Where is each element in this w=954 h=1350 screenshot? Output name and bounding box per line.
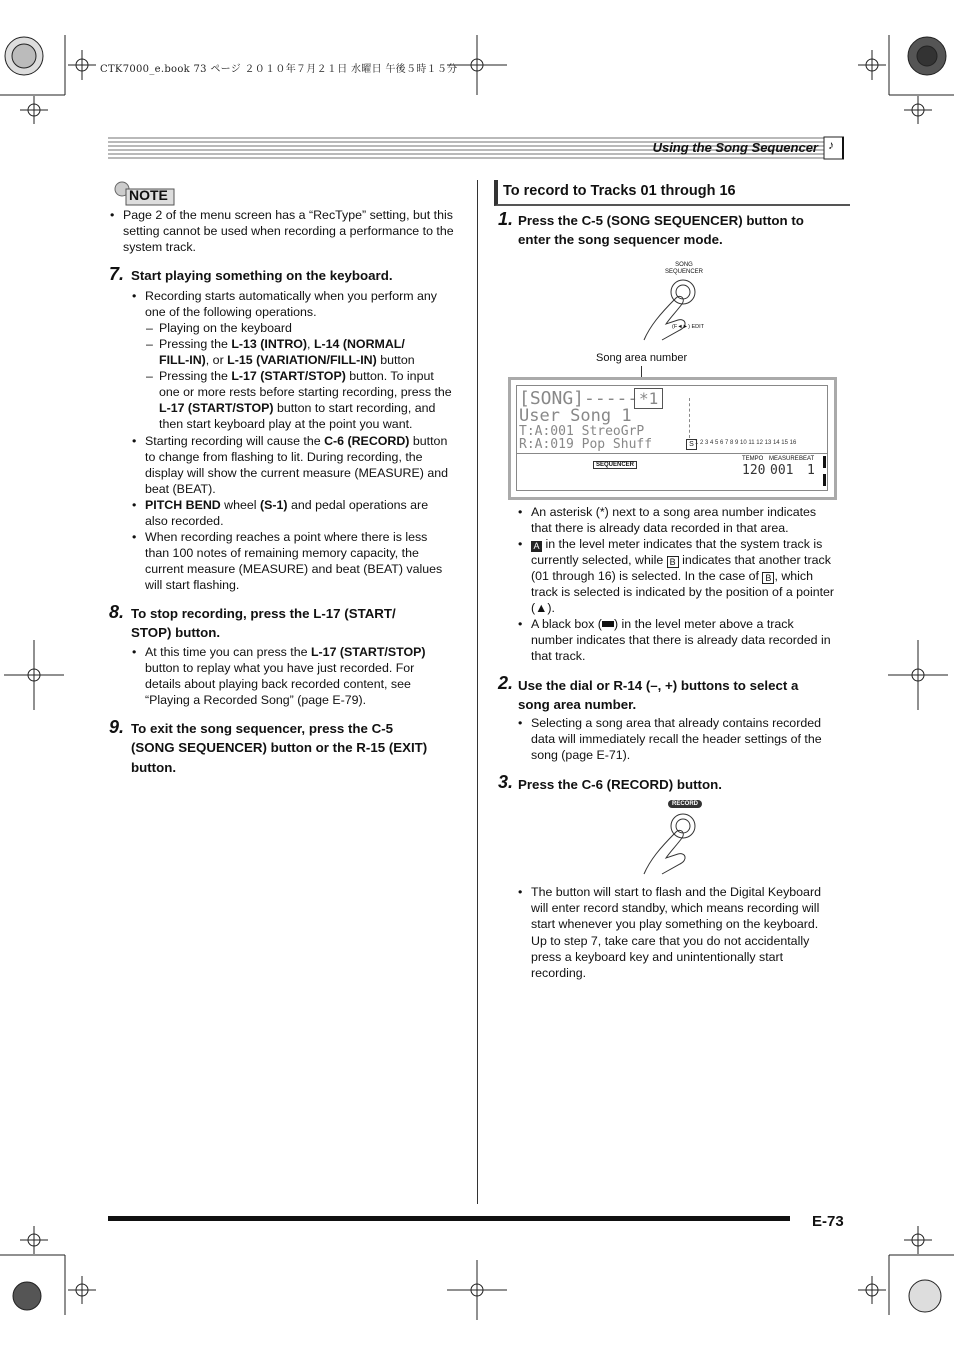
step1-bullet-3-line-2: number indicates that there is already data recorded in [531,633,831,647]
step7-dash-2-line-2: FILL-IN), or L-15 (VARIATION/FILL-IN) button [159,353,415,367]
tempo-value: 120 [742,463,766,478]
step3-bullet-line-5: press a keyboard key and unintentionally start [531,950,784,964]
step-8-title-line-2: STOP) button. [131,625,221,640]
step7-bullet-3-line-1: • PITCH BEND wheel (S-1) and pedal operations are [145,497,428,513]
step8-bullet-line-1: • At this time you can press the L-17 (START/STOP) [145,644,426,660]
lcd-display [508,377,837,500]
tempo-label: TEMPO [742,456,764,462]
track-b-icon: B [667,556,679,568]
step7-bullet-3-line-2: also recorded. [145,514,224,528]
lcd-line-2: User Song 1 [519,406,632,426]
record-button-label: RECORD [668,800,702,808]
track-b-icon: B [762,572,774,584]
song-sequencer-button-illustration [636,258,726,348]
step-2-title-line-2: song area number. [518,697,637,712]
step3-bullet-line-4: Up to step 7, take care that you do not accidentally [531,934,810,948]
button-label-sequencer: SEQUENCER [664,269,703,275]
step7-bullet-4-line-1: • When recording reaches a point where there is less [145,529,427,545]
record-button-illustration [636,800,726,880]
lcd-indicator-1 [823,456,826,468]
step3-bullet-line-2: will enter record standby, which means recording will [531,901,820,915]
step3-bullet-line-3: start whenever you play something on the keyboard. [531,917,819,931]
column-separator [477,180,478,1204]
step-9-title-line-3: button. [131,760,177,775]
step7-bullet-1-line-1: • Recording starts automatically when you perform any [145,288,437,304]
step2-bullet-line-2: data will immediately recall the header settings of the [531,732,822,746]
beat-value: 1 [807,463,815,478]
step1-bullet-1-line-1: • An asterisk (*) next to a song area number indicates [531,504,816,520]
step1-bullet-2-line-4: track is selected is indicated by the position of a pointer [531,585,835,599]
step-9-title-line-2: (SONG SEQUENCER) button or the R-15 (EXIT) [131,740,428,755]
system-track-indicator: S [686,439,697,450]
step8-bullet-line-4: “Playing a Recorded Song” (page E-79). [145,693,367,707]
print-header: CTK7000_e.book 73 ページ ２０１０年７月２１日 水曜日 午後５時１５分 [100,64,458,75]
step-7-title: Start playing something on the keyboard. [131,268,393,283]
step-1-title-line-2: enter the song sequencer mode. [518,232,723,247]
hand-press-record-icon [636,810,726,878]
note-glyph-icon: ♪ [828,138,834,152]
lcd-indicator-2 [823,474,826,486]
step1-bullet-3-line-3: that track. [531,649,586,663]
step-9-number: 9. [109,717,125,737]
measure-label: MEASURE [769,456,799,462]
header-title: Using the Song Sequencer [652,140,818,155]
step-1-title-line-1: Press the C-5 (SONG SEQUENCER) button to [518,213,804,228]
step7-dash-2-line-1: – Pressing the L-13 (INTRO), L-14 (NORMAL/ [159,336,405,352]
black-box-icon [602,621,614,627]
note-label: NOTE [129,187,168,203]
button-label-song: SONG [675,262,693,268]
footer-rule [108,1216,790,1221]
step8-bullet-line-2: button to replay what you have just recorded. For [145,661,415,675]
sequencer-badge: SEQUENCER [593,461,637,469]
beat-label: BEAT [799,456,815,462]
step-2-number: 2. [498,673,514,693]
step7-dash-1: – Playing on the keyboard [159,320,292,336]
step-9-title-line-1: To exit the song sequencer, press the C-5 [131,721,394,736]
section-title: To record to Tracks 01 through 16 [503,183,736,199]
hand-press-icon [636,276,726,346]
track-a-icon: A [531,541,542,552]
step7-bullet-4-line-4: will start flashing. [145,578,240,592]
measure-value: 001 [770,463,794,478]
step1-bullet-2-line-5: (▲). [531,601,555,615]
song-area-callout: Song area number [596,352,688,364]
level-meter [689,398,692,438]
track-numbers: 1 2 3 4 5 6 7 8 9 10 11 12 13 14 15 16 [695,440,797,446]
lcd-divider [517,453,827,454]
lcd-song-area: *1 [634,388,663,409]
step8-bullet-line-3: details about playing back recorded content, see [145,677,411,691]
step-3-title: Press the C-6 (RECORD) button. [518,777,722,792]
note-bullet: • Page 2 of the menu screen has a “RecType” setting, but this setting cannot be used when recording a performance to the system track. [123,207,463,255]
page-number: E-73 [812,1213,844,1230]
step3-bullet-line-6: recording. [531,966,587,980]
step7-bullet-4-line-3: current measure (MEASURE) and beat (BEAT) values [145,562,443,576]
step2-bullet-line-1: • Selecting a song area that already contains recorded [531,715,821,731]
section-heading [494,180,850,206]
step1-bullet-3-line-1: • A black box ( ) in the level meter above a track [531,616,794,632]
step3-bullet-line-1: • The button will start to flash and the Digital Keyboard [531,884,821,900]
lcd-line-4: R:A:019 Pop Shuff [519,437,653,452]
lcd-line-3: T:A:001 StreoGrP [519,424,645,439]
step-7-number: 7. [109,264,125,284]
step7-dash-3-line-3: L-17 (START/STOP) button to start recording, and [159,401,436,415]
step-8-number: 8. [109,602,125,622]
step2-bullet-line-3: song (page E-71). [531,748,631,762]
step1-bullet-2-line-1: • A in the level meter indicates that the system track is [531,536,822,552]
step1-bullet-2-line-2: currently selected, while B indicates that another track [531,553,831,567]
step7-bullet-2-line-1: • Starting recording will cause the C-6 (RECORD) button [145,433,447,449]
step7-dash-3-line-2: one or more rests before starting recording, press the [159,385,452,399]
step7-dash-3-line-4: then start keyboard play at the point you want. [159,417,413,431]
step1-bullet-1-line-2: that there is already data recorded in that area. [531,521,789,535]
lcd-line-1: [SONG]----- [519,388,639,409]
step-8-title-line-1: To stop recording, press the L-17 (START/ [131,606,396,621]
step7-dash-3-line-1: – Pressing the L-17 (START/STOP) button. To input [159,368,434,384]
step7-bullet-1-line-2: one of the following operations. [145,305,317,319]
step7-bullet-2-line-2: to change from flashing to lit. During recording, the [145,450,423,464]
button-sublabel: (F◄►) EDIT [672,324,704,330]
step7-bullet-2-line-3: display will show the current measure (MEASURE) and [145,466,448,480]
step1-bullet-2-line-3: (01 through 16) is selected. In the case of B , which [531,569,814,583]
step7-bullet-2-line-4: beat (BEAT). [145,482,216,496]
step-3-number: 3. [498,772,514,792]
step-1-number: 1. [498,209,514,229]
step7-bullet-4-line-2: than 100 notes of remaining memory capacity, the [145,546,419,560]
step-2-title-line-1: Use the dial or R-14 (–, +) buttons to select a [518,678,799,693]
